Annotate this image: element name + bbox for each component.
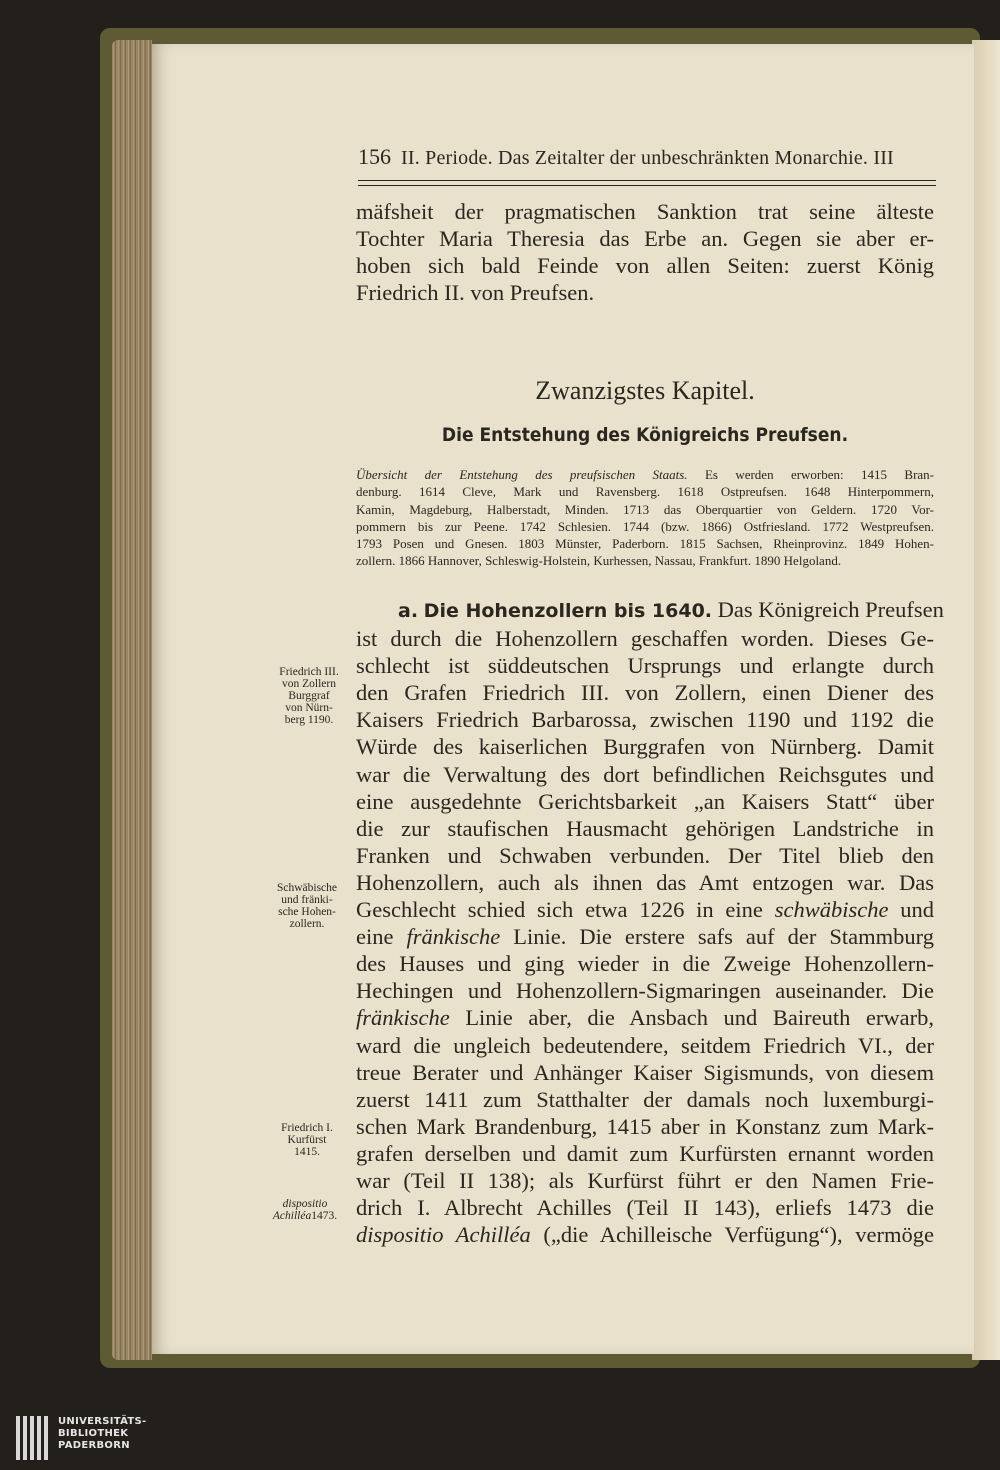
text-line: des Hauses und ging wieder in die Zweige Hohenzollern- <box>356 951 934 977</box>
chapter-heading: Zwanzigstes Kapitel. <box>535 376 755 405</box>
margin-note-friedrich-iii: Friedrich III. von Zollern Burggraf von Nürn- berg 1190. <box>279 666 339 726</box>
text-line: Geschlecht schied sich etwa 1226 in eine schwäbische und <box>356 897 934 923</box>
text-line: Friedrich II. von Preufsen. <box>356 280 595 305</box>
page-stack-edge <box>112 40 152 1360</box>
text-line: drich I. Albrecht Achilles (Teil II 143), erliefs 1473 die <box>356 1195 934 1221</box>
text-line: Tochter Maria Theresia das Erbe an. Gegen sie aber er- <box>356 226 934 251</box>
overview-line: pommern bis zur Peene. 1742 Schlesien. 1744 (bzw. 1866) Ostfriesland. 1772 Westpreufsen. <box>356 518 934 534</box>
header-rule <box>358 180 936 186</box>
overview-line: 1793 Posen und Gnesen. 1803 Münster, Paderborn. 1815 Sachsen, Rheinprovinz. 1849 Hohen- <box>356 536 934 552</box>
running-title: II. Periode. Das Zeitalter der unbeschränkten Monarchie. III <box>401 147 894 169</box>
text-line: eine ausgedehnte Gerichtsbarkeit „an Kaisers Statt“ über <box>356 788 934 814</box>
text-line: ward die ungleich bedeutendere, seitdem Friedrich VI., der <box>356 1032 934 1058</box>
text-line: treue Berater und Anhänger Kaiser Sigismunds, von diesem <box>356 1059 934 1085</box>
text-line: grafen derselben und damit zum Kurfürsten ernannt worden <box>356 1140 934 1166</box>
facing-page-edge <box>972 40 1000 1360</box>
text-line: den Grafen Friedrich III. von Zollern, einen Diener des <box>356 680 934 706</box>
text-line: a. Die Hohenzollern bis 1640. Das Königreich Preufsen <box>398 597 944 622</box>
chapter-overview <box>356 466 934 570</box>
text-line: hoben sich bald Feinde von allen Seiten: zuerst König <box>356 253 934 278</box>
text-line: Hohenzollern, auch als ihnen das Amt entzogen war. Das <box>356 869 934 895</box>
margin-note-schwaebisch: Schwäbische und fränki- sche Hohen- zollern. <box>276 882 338 930</box>
library-logo <box>16 1416 216 1464</box>
text-line: dispositio Achilléa („die Achilleische Verfügung“), vermöge <box>356 1222 934 1248</box>
text-line: Kaisers Friedrich Barbarossa, zwischen 1190 und 1192 die <box>356 707 934 733</box>
logo-text: UNIVERSITÄTS- BIBLIOTHEK PADERBORN <box>58 1416 147 1451</box>
overview-line: Übersicht der Entstehung des preufsischen Staats. Es werden erworben: 1415 Bran- <box>356 467 934 482</box>
text-line: fränkische Linie aber, die Ansbach und Baireuth erwarb, <box>356 1005 934 1031</box>
text-line: die zur staufischen Hausmacht gehörigen Landstriche in <box>356 815 934 841</box>
text-line: ist durch die Hohenzollern geschaffen worden. Dieses Ge- <box>356 626 934 652</box>
margin-note-friedrich-i: Friedrich I. Kurfürst 1415. <box>281 1122 333 1158</box>
text-line: war die Verwaltung des dort befindlichen Reichsgutes und <box>356 761 934 787</box>
overview-line: denburg. 1614 Cleve, Mark und Ravensberg. 1618 Ostpreufsen. 1648 Hinterpommern, <box>356 484 934 500</box>
intro-paragraph <box>356 198 934 306</box>
text-line: schen Mark Brandenburg, 1415 aber in Konstanz zum Mark- <box>356 1113 934 1139</box>
running-header <box>358 144 936 180</box>
text-line: Hechingen und Hohenzollern-Sigmaringen auseinander. Die <box>356 978 934 1004</box>
text-line: war (Teil II 138); als Kurfürst führt er den Namen Frie- <box>356 1167 934 1193</box>
margin-note-dispositio: dispositio Achilléa1473. <box>272 1198 338 1222</box>
overview-line: Kamin, Magdeburg, Halberstadt, Minden. 1713 das Oberquartier von Geldern. 1720 Vor- <box>356 501 934 517</box>
text-line: mäfsheit der pragmatischen Sanktion trat seine älteste <box>356 199 934 224</box>
logo-bars-icon <box>16 1416 48 1460</box>
section-heading: Die Hohenzollern bis 1640. <box>423 600 713 622</box>
text-line: eine fränkische Linie. Die erstere safs auf der Stammburg <box>356 924 934 950</box>
text-line: Franken und Schwaben verbunden. Der Titel blieb den <box>356 842 934 868</box>
section-marker: a. <box>398 600 419 622</box>
text-line: Würde des kaiserlichen Burggrafen von Nürnberg. Damit <box>356 734 934 760</box>
section-paragraph <box>356 596 944 1248</box>
text-line: zuerst 1411 zum Statthalter der damals noch luxemburgi- <box>356 1086 934 1112</box>
text-line: schlecht ist süddeutschen Ursprungs und erlangte durch <box>356 653 934 679</box>
page-number: 156 <box>358 144 391 169</box>
overview-line: zollern. 1866 Hannover, Schleswig-Holstein, Kurhessen, Nassau, Frankfurt. 1890 Helgoland. <box>356 553 842 569</box>
chapter-subtitle: Die Entstehung des Königreichs Preufsen. <box>441 424 849 446</box>
overview-label: Übersicht der Entstehung des preufsischen Staats. <box>356 467 688 482</box>
